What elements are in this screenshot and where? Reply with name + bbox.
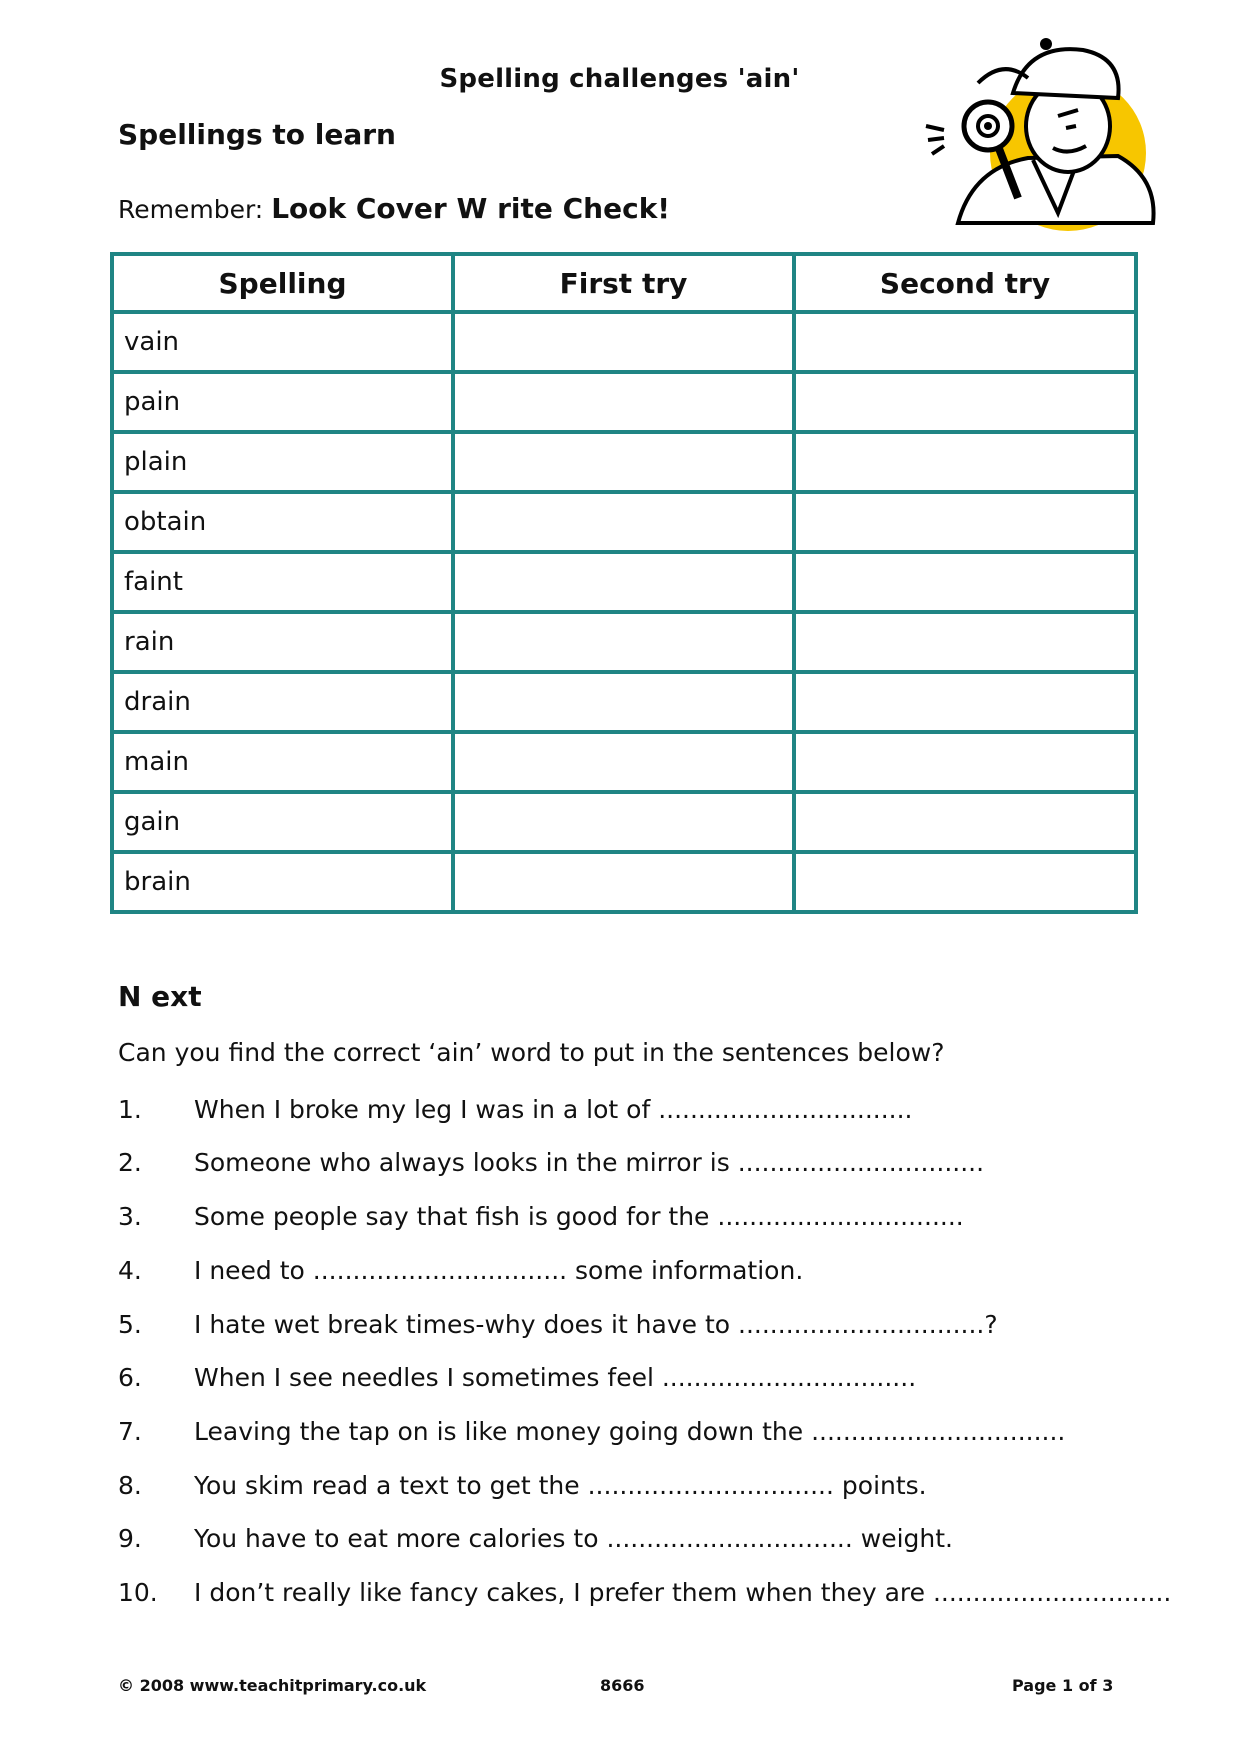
second-try-cell[interactable] [794, 672, 1136, 732]
first-try-cell[interactable] [453, 492, 794, 552]
first-try-cell[interactable] [453, 672, 794, 732]
question-number: 4. [118, 1256, 142, 1285]
question-number: 1. [118, 1095, 142, 1124]
table-row [112, 372, 1136, 432]
second-try-cell[interactable] [794, 732, 1136, 792]
question-text: I hate wet break times-why does it have to ...............................? [194, 1310, 998, 1339]
question-item [118, 1363, 916, 1392]
question-number: 9. [118, 1524, 142, 1553]
question-number: 3. [118, 1202, 142, 1231]
spelling-word: pain [112, 372, 453, 432]
question-item [118, 1524, 953, 1553]
question-item [118, 1148, 984, 1177]
section-heading-spellings: Spellings to learn [118, 118, 396, 151]
footer-page-number: Page 1 of 3 [1012, 1676, 1114, 1695]
column-header-spelling: Spelling [112, 254, 453, 312]
question-number: 6. [118, 1363, 142, 1392]
table-row [112, 612, 1136, 672]
second-try-cell[interactable] [794, 852, 1136, 912]
second-try-cell[interactable] [794, 372, 1136, 432]
table-row [112, 672, 1136, 732]
remember-label: Remember: [118, 195, 264, 224]
question-number: 5. [118, 1310, 142, 1339]
remember-line [118, 192, 670, 225]
question-item [118, 1310, 998, 1339]
question-number: 2. [118, 1148, 142, 1177]
footer-resource-code: 8666 [600, 1676, 645, 1695]
question-text: When I broke my leg I was in a lot of ................................ [194, 1095, 913, 1124]
first-try-cell[interactable] [453, 732, 794, 792]
spelling-word: drain [112, 672, 453, 732]
question-text: Someone who always looks in the mirror is ............................... [194, 1148, 985, 1177]
second-try-cell[interactable] [794, 792, 1136, 852]
question-text: Some people say that fish is good for the ............................... [194, 1202, 964, 1231]
first-try-cell[interactable] [453, 432, 794, 492]
question-text: You skim read a text to get the ............................... points. [194, 1471, 927, 1500]
question-number: 10. [118, 1578, 158, 1607]
first-try-cell[interactable] [453, 552, 794, 612]
first-try-cell[interactable] [453, 852, 794, 912]
first-try-cell[interactable] [453, 792, 794, 852]
worksheet-title: Spelling challenges 'ain' [439, 64, 800, 94]
question-item [118, 1095, 913, 1124]
spelling-word: vain [112, 312, 453, 372]
table-row [112, 792, 1136, 852]
question-item [118, 1256, 803, 1285]
spelling-word: obtain [112, 492, 453, 552]
question-text: Leaving the tap on is like money going down the ................................ [194, 1417, 1066, 1446]
table-row [112, 492, 1136, 552]
table-row [112, 552, 1136, 612]
next-instructions: Can you find the correct ‘ain’ word to put in the sentences below? [118, 1038, 945, 1067]
question-number: 8. [118, 1471, 142, 1500]
spelling-word: gain [112, 792, 453, 852]
spelling-word: faint [112, 552, 453, 612]
question-item [118, 1578, 1171, 1607]
column-header-first-try: First try [453, 254, 794, 312]
spelling-word: plain [112, 432, 453, 492]
table-row [112, 312, 1136, 372]
question-text: I need to ................................ some information. [194, 1256, 804, 1285]
question-text: When I see needles I sometimes feel ................................ [194, 1363, 917, 1392]
first-try-cell[interactable] [453, 312, 794, 372]
detective-magnifier-icon [918, 38, 1158, 248]
table-row [112, 732, 1136, 792]
table-row [112, 432, 1136, 492]
column-header-second-try: Second try [794, 254, 1136, 312]
second-try-cell[interactable] [794, 492, 1136, 552]
first-try-cell[interactable] [453, 612, 794, 672]
question-text: I don’t really like fancy cakes, I prefer them when they are .............................. [194, 1578, 1172, 1607]
spelling-table [110, 252, 1138, 914]
spelling-word: rain [112, 612, 453, 672]
footer-copyright: © 2008 www.teachitprimary.co.uk [118, 1676, 427, 1695]
section-heading-next: N ext [118, 980, 202, 1013]
question-item [118, 1471, 927, 1500]
table-header-row [112, 254, 1136, 312]
question-item [118, 1202, 964, 1231]
remember-instruction: Look Cover W rite Check! [271, 192, 671, 225]
question-text: You have to eat more calories to ............................... weight. [194, 1524, 953, 1553]
second-try-cell[interactable] [794, 432, 1136, 492]
second-try-cell[interactable] [794, 612, 1136, 672]
second-try-cell[interactable] [794, 552, 1136, 612]
first-try-cell[interactable] [453, 372, 794, 432]
question-item [118, 1417, 1065, 1446]
second-try-cell[interactable] [794, 312, 1136, 372]
table-row [112, 852, 1136, 912]
question-number: 7. [118, 1417, 142, 1446]
spelling-word: main [112, 732, 453, 792]
spelling-word: brain [112, 852, 453, 912]
